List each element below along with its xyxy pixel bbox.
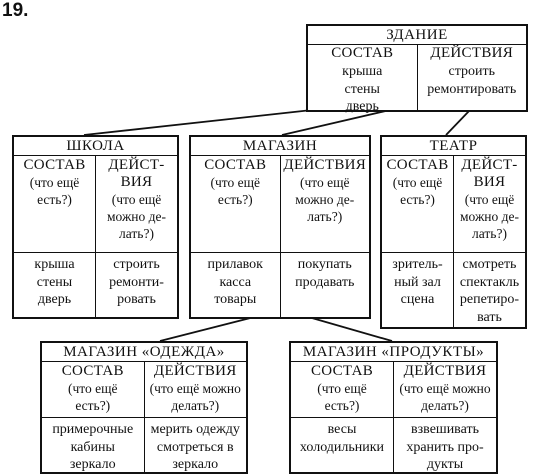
list-item: весы bbox=[327, 422, 357, 437]
composition-column bbox=[308, 45, 417, 114]
list-item: вать bbox=[477, 309, 502, 325]
list-item: ремонти- bbox=[109, 274, 164, 290]
list-item: хранить про- bbox=[406, 439, 484, 455]
list-item: репетиро- bbox=[459, 292, 520, 307]
list-item: дукты bbox=[426, 457, 464, 472]
list-item: ремонтировать bbox=[427, 81, 517, 97]
item-list bbox=[281, 252, 370, 291]
list-item: продавать bbox=[295, 274, 355, 290]
composition-column bbox=[291, 362, 393, 473]
node-title: ШКОЛА bbox=[14, 137, 177, 156]
column-question: (что ещё есть?) bbox=[392, 175, 443, 207]
node-title: МАГАЗИН bbox=[191, 137, 369, 156]
column-question: (что ещё можно де- лать?) bbox=[460, 192, 519, 241]
list-item: зеркало bbox=[69, 457, 116, 472]
item-list bbox=[382, 252, 453, 309]
column-header: СОСТАВ bbox=[23, 157, 86, 173]
column-question: (что ещё есть?) bbox=[29, 175, 80, 207]
column-header: СОСТАВ bbox=[331, 45, 394, 61]
list-item: крыша bbox=[342, 64, 383, 79]
list-item: товары bbox=[214, 292, 257, 307]
column-header: ДЕЙСТВИЯ bbox=[403, 363, 487, 379]
list-item: спектакль bbox=[459, 274, 520, 290]
list-item: смотреть bbox=[462, 257, 517, 272]
item-list bbox=[418, 62, 527, 98]
node-title: ЗДАНИЕ bbox=[308, 26, 526, 45]
composition-column bbox=[382, 156, 453, 328]
actions-column bbox=[393, 362, 496, 473]
list-item: ровать bbox=[117, 292, 156, 307]
column-header: ДЕЙСТ- ВИЯ bbox=[108, 157, 165, 190]
list-item: стены bbox=[344, 81, 380, 97]
column-header: СОСТАВ bbox=[310, 363, 374, 379]
list-item: стены bbox=[36, 274, 73, 290]
composition-column bbox=[191, 156, 280, 318]
item-list bbox=[291, 417, 393, 456]
list-item: прилавок bbox=[207, 257, 263, 272]
column-question: (что ещё есть?) bbox=[317, 381, 367, 413]
composition-column bbox=[42, 362, 144, 473]
node-root bbox=[306, 24, 528, 112]
list-item: крыша bbox=[34, 257, 75, 272]
list-item: касса bbox=[219, 274, 252, 290]
list-item: кабины bbox=[70, 439, 115, 455]
node-food-shop bbox=[289, 341, 498, 474]
list-item: ный зал bbox=[394, 274, 441, 290]
item-list bbox=[394, 417, 496, 474]
actions-column bbox=[144, 362, 247, 473]
column-question: (что ещё есть?) bbox=[210, 175, 260, 207]
item-list bbox=[14, 252, 95, 309]
column-question: (что ещё можно де- лать?) bbox=[107, 192, 166, 241]
list-item: взвешивать bbox=[411, 422, 479, 437]
list-item: покупать bbox=[297, 257, 352, 272]
column-header: СОСТАВ bbox=[386, 157, 449, 173]
column-header: ДЕЙСТВИЯ bbox=[283, 157, 367, 173]
node-title: МАГАЗИН «ОДЕЖДА» bbox=[42, 343, 246, 362]
list-item: зеркало bbox=[172, 457, 219, 472]
list-item: сцена bbox=[400, 292, 435, 307]
column-header: ДЕЙСТВИЯ bbox=[430, 45, 514, 61]
link-root-theatre bbox=[446, 110, 470, 135]
column-question: (что ещё можно делать?) bbox=[399, 381, 491, 413]
item-list bbox=[145, 417, 247, 474]
list-item: строить bbox=[448, 64, 495, 79]
actions-column bbox=[95, 156, 177, 318]
column-header: СОСТАВ bbox=[61, 363, 124, 379]
column-header: ДЕЙСТ- ВИЯ bbox=[461, 157, 518, 190]
list-item: примерочные bbox=[52, 422, 134, 437]
column-question: (что ещё можно делать?) bbox=[149, 381, 241, 413]
list-item: дверь bbox=[37, 292, 72, 307]
link-shop-food bbox=[305, 316, 392, 341]
item-list bbox=[96, 252, 177, 309]
list-item: холодильники bbox=[299, 439, 385, 455]
node-clothes-shop bbox=[40, 341, 248, 474]
link-root-school bbox=[84, 110, 312, 135]
node-shop bbox=[189, 135, 371, 319]
item-list bbox=[308, 62, 417, 116]
item-list bbox=[191, 252, 280, 309]
node-title: МАГАЗИН «ПРОДУКТЫ» bbox=[291, 343, 496, 362]
list-item: мерить одежду bbox=[150, 422, 240, 437]
composition-column bbox=[14, 156, 95, 318]
actions-column bbox=[417, 45, 527, 111]
node-theatre bbox=[380, 135, 527, 329]
node-school bbox=[12, 135, 179, 319]
list-item: дверь bbox=[345, 99, 379, 114]
node-title: ТЕАТР bbox=[382, 137, 525, 156]
column-question: (что ещё можно де- лать?) bbox=[295, 175, 355, 224]
column-question: (что ещё есть?) bbox=[67, 381, 118, 413]
exercise-number: 19. bbox=[2, 0, 29, 21]
item-list bbox=[454, 252, 525, 326]
actions-column bbox=[453, 156, 525, 328]
actions-column bbox=[280, 156, 370, 318]
list-item: смотреться в bbox=[156, 439, 234, 455]
list-item: строить bbox=[113, 257, 160, 272]
column-header: СОСТАВ bbox=[204, 157, 267, 173]
list-item: зритель- bbox=[392, 257, 443, 272]
link-shop-clothes bbox=[160, 316, 258, 341]
item-list bbox=[42, 417, 144, 474]
column-header: ДЕЙСТВИЯ bbox=[153, 363, 237, 379]
